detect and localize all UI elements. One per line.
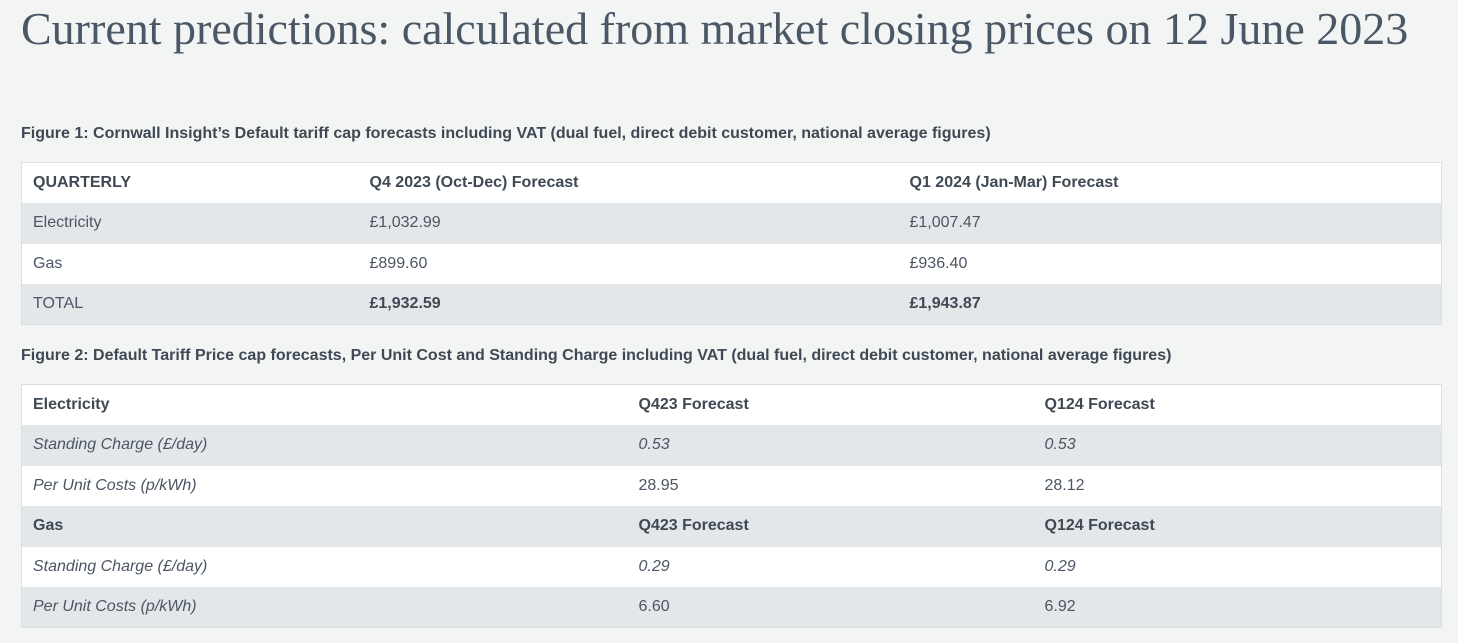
page-title: Current predictions: calculated from market closing prices on 12 June 2023 xyxy=(21,3,1409,54)
figure-2-table xyxy=(21,384,1442,628)
table-row-gas xyxy=(22,244,1442,285)
table-cell: 6.60 xyxy=(638,598,670,615)
row-label: Standing Charge (£/day) xyxy=(33,436,208,454)
table-cell: £1,007.47 xyxy=(909,214,981,232)
table-cell: £1,032.99 xyxy=(369,214,441,232)
row-label: TOTAL xyxy=(33,295,84,312)
table-cell: 0.29 xyxy=(1044,557,1076,575)
figure-1-caption: Figure 1: Cornwall Insight’s Default tariff cap forecasts including VAT (dual fuel, direct debit customer, national average figures) xyxy=(21,125,991,142)
column-header-gas: Gas xyxy=(33,517,64,535)
row-label: Per Unit Costs (p/kWh) xyxy=(33,476,197,494)
figure-2-caption: Figure 2: Default Tariff Price cap forecasts, Per Unit Cost and Standing Charge including VAT (dual fuel, direct debit customer, national average figures) xyxy=(21,347,1172,364)
table-cell: 6.92 xyxy=(1044,598,1076,615)
table-row xyxy=(22,425,1442,466)
column-header-electricity: Electricity xyxy=(33,396,110,413)
column-header-q423: Q423 Forecast xyxy=(638,396,749,413)
row-label: Standing Charge (£/day) xyxy=(33,557,208,575)
column-header-q423: Q423 Forecast xyxy=(638,517,749,535)
table-row xyxy=(22,466,1442,507)
table-header-row xyxy=(22,163,1442,204)
row-label: Per Unit Costs (p/kWh) xyxy=(33,598,197,615)
table-cell: 0.53 xyxy=(638,436,670,454)
column-header-quarterly: QUARTERLY xyxy=(33,174,132,191)
column-header-q1-2024: Q1 2024 (Jan-Mar) Forecast xyxy=(909,174,1119,191)
table-row-electricity xyxy=(22,203,1442,244)
table-cell: 28.12 xyxy=(1044,476,1085,494)
section-header-electricity xyxy=(22,385,1442,426)
table-row-total xyxy=(22,284,1442,325)
table-cell: £899.60 xyxy=(369,254,428,272)
table-cell: 0.53 xyxy=(1044,436,1076,454)
total-value: £1,932.59 xyxy=(369,295,441,312)
figure-1-table xyxy=(21,162,1442,325)
table-row xyxy=(22,587,1442,628)
column-header-q4-2023: Q4 2023 (Oct-Dec) Forecast xyxy=(369,174,579,191)
section-header-gas xyxy=(22,506,1442,547)
table-cell: 28.95 xyxy=(638,476,679,494)
table-row xyxy=(22,547,1442,588)
row-label: Gas xyxy=(33,254,63,272)
total-value: £1,943.87 xyxy=(909,295,981,312)
table-cell: 0.29 xyxy=(638,557,670,575)
table-cell: £936.40 xyxy=(909,254,968,272)
column-header-q124: Q124 Forecast xyxy=(1044,517,1155,535)
column-header-q124: Q124 Forecast xyxy=(1044,396,1155,413)
row-label: Electricity xyxy=(33,214,102,232)
